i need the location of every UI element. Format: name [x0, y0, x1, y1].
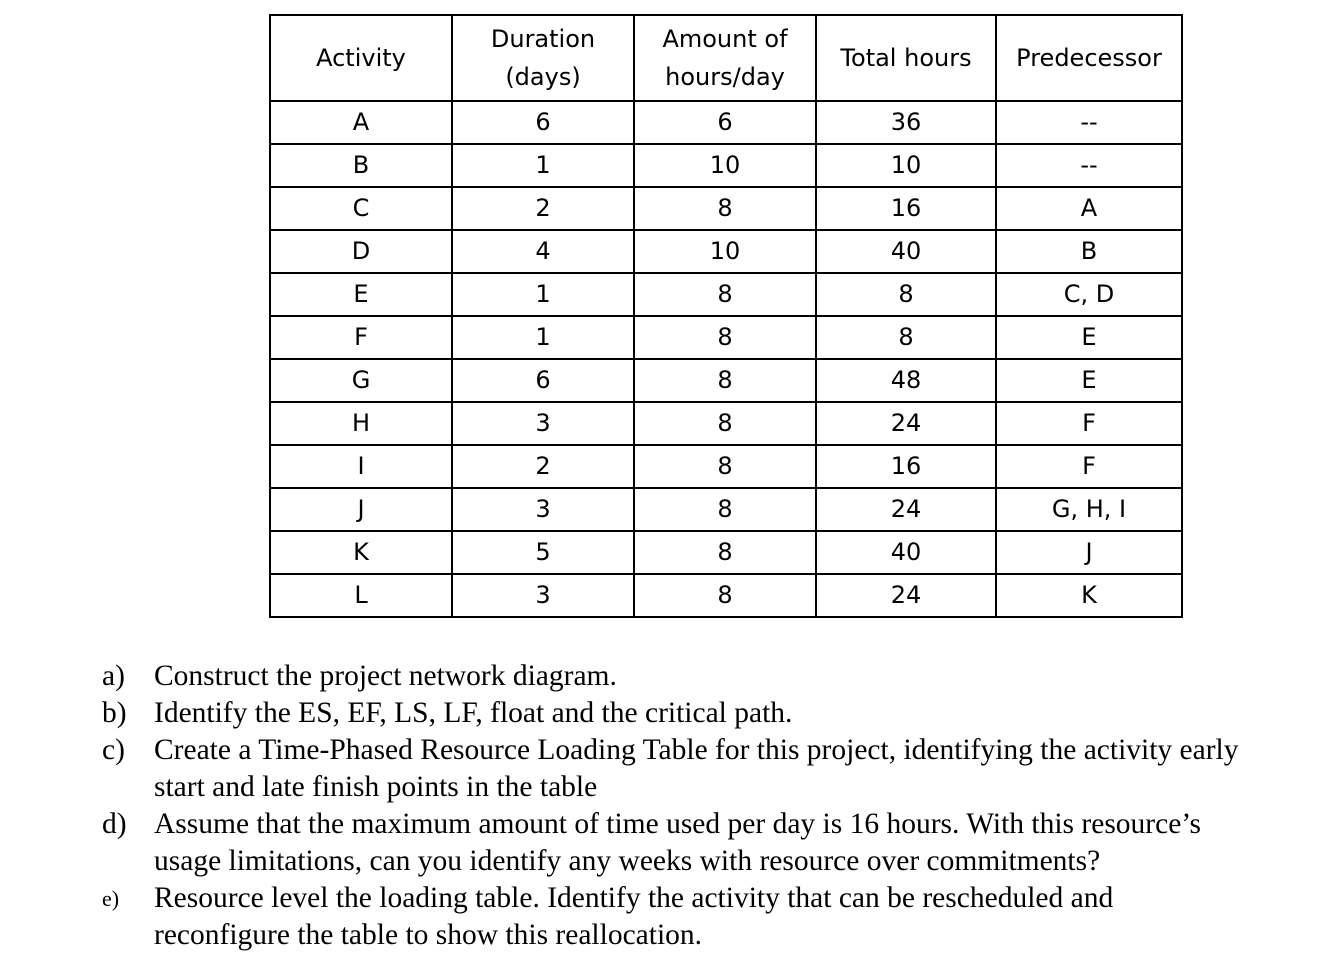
- cell-hours-per-day: 10: [634, 230, 816, 273]
- table-row: [270, 359, 1182, 402]
- cell-hours-per-day: 8: [634, 402, 816, 445]
- cell-duration: 6: [452, 101, 634, 144]
- cell-duration: 5: [452, 531, 634, 574]
- cell-activity: I: [270, 445, 452, 488]
- cell-activity: C: [270, 187, 452, 230]
- table-row: [270, 273, 1182, 316]
- question-letter: e): [102, 886, 120, 911]
- cell-predecessor: --: [996, 144, 1182, 187]
- cell-total-hours: 16: [816, 445, 996, 488]
- cell-total-hours: 48: [816, 359, 996, 402]
- cell-total-hours: 8: [816, 316, 996, 359]
- cell-activity: G: [270, 359, 452, 402]
- question-e: [102, 880, 1338, 954]
- cell-predecessor: K: [996, 574, 1182, 617]
- cell-duration: 1: [452, 316, 634, 359]
- table-row: [270, 230, 1182, 273]
- cell-hours-per-day: 6: [634, 101, 816, 144]
- cell-hours-per-day: 8: [634, 531, 816, 574]
- question-text: Resource level the loading table. Identify the activity that can be rescheduled and reconfigure the table to show this reallocation.: [154, 882, 1114, 951]
- table-row: [270, 488, 1182, 531]
- cell-total-hours: 36: [816, 101, 996, 144]
- question-list: [102, 658, 1338, 954]
- cell-duration: 2: [452, 187, 634, 230]
- cell-hours-per-day: 8: [634, 574, 816, 617]
- cell-activity: K: [270, 531, 452, 574]
- cell-duration: 3: [452, 488, 634, 531]
- cell-predecessor: J: [996, 531, 1182, 574]
- cell-hours-per-day: 10: [634, 144, 816, 187]
- cell-duration: 1: [452, 273, 634, 316]
- cell-duration: 3: [452, 574, 634, 617]
- question-text: Identify the ES, EF, LS, LF, float and the critical path.: [154, 697, 793, 729]
- table-row: [270, 531, 1182, 574]
- cell-predecessor: --: [996, 101, 1182, 144]
- question-d: [102, 806, 1338, 880]
- cell-predecessor: F: [996, 445, 1182, 488]
- question-b: [102, 695, 1338, 732]
- cell-total-hours: 40: [816, 531, 996, 574]
- header-activity: Activity: [270, 15, 452, 101]
- table-header-row: [270, 15, 1182, 101]
- cell-activity: J: [270, 488, 452, 531]
- cell-predecessor: E: [996, 359, 1182, 402]
- cell-hours-per-day: 8: [634, 316, 816, 359]
- cell-duration: 2: [452, 445, 634, 488]
- cell-hours-per-day: 8: [634, 359, 816, 402]
- cell-activity: A: [270, 101, 452, 144]
- table-row: [270, 402, 1182, 445]
- question-a: [102, 658, 1338, 695]
- header-predecessor: Predecessor: [996, 15, 1182, 101]
- cell-predecessor: E: [996, 316, 1182, 359]
- question-text: Construct the project network diagram.: [154, 660, 617, 692]
- cell-hours-per-day: 8: [634, 488, 816, 531]
- cell-activity: H: [270, 402, 452, 445]
- cell-predecessor: B: [996, 230, 1182, 273]
- question-text: Create a Time-Phased Resource Loading Table for this project, identifying the activity early start and late finish points in the table: [154, 734, 1239, 803]
- table-row: [270, 445, 1182, 488]
- cell-duration: 1: [452, 144, 634, 187]
- header-amount: Amount of hours/day: [634, 15, 816, 101]
- question-letter: b): [102, 697, 127, 729]
- cell-total-hours: 10: [816, 144, 996, 187]
- table-row: [270, 101, 1182, 144]
- table-body: [270, 101, 1182, 617]
- cell-total-hours: 40: [816, 230, 996, 273]
- table-row: [270, 144, 1182, 187]
- question-text: Assume that the maximum amount of time used per day is 16 hours. With this resource’s usage limitations, can you identify any weeks with resource over commitments?: [154, 808, 1201, 877]
- activity-table: [269, 14, 1183, 618]
- question-letter: c): [102, 734, 125, 766]
- header-duration: Duration (days): [452, 15, 634, 101]
- question-c: [102, 732, 1338, 806]
- cell-hours-per-day: 8: [634, 187, 816, 230]
- cell-predecessor: A: [996, 187, 1182, 230]
- cell-activity: D: [270, 230, 452, 273]
- table-row: [270, 316, 1182, 359]
- cell-total-hours: 24: [816, 488, 996, 531]
- header-total-hours: Total hours: [816, 15, 996, 101]
- cell-duration: 6: [452, 359, 634, 402]
- cell-total-hours: 24: [816, 402, 996, 445]
- question-letter: a): [102, 660, 125, 692]
- cell-activity: B: [270, 144, 452, 187]
- cell-predecessor: F: [996, 402, 1182, 445]
- cell-total-hours: 16: [816, 187, 996, 230]
- table-row: [270, 574, 1182, 617]
- cell-duration: 3: [452, 402, 634, 445]
- question-letter: d): [102, 808, 127, 840]
- cell-duration: 4: [452, 230, 634, 273]
- cell-activity: F: [270, 316, 452, 359]
- table-row: [270, 187, 1182, 230]
- cell-predecessor: G, H, I: [996, 488, 1182, 531]
- cell-hours-per-day: 8: [634, 445, 816, 488]
- cell-total-hours: 8: [816, 273, 996, 316]
- cell-activity: L: [270, 574, 452, 617]
- cell-hours-per-day: 8: [634, 273, 816, 316]
- cell-predecessor: C, D: [996, 273, 1182, 316]
- cell-total-hours: 24: [816, 574, 996, 617]
- cell-activity: E: [270, 273, 452, 316]
